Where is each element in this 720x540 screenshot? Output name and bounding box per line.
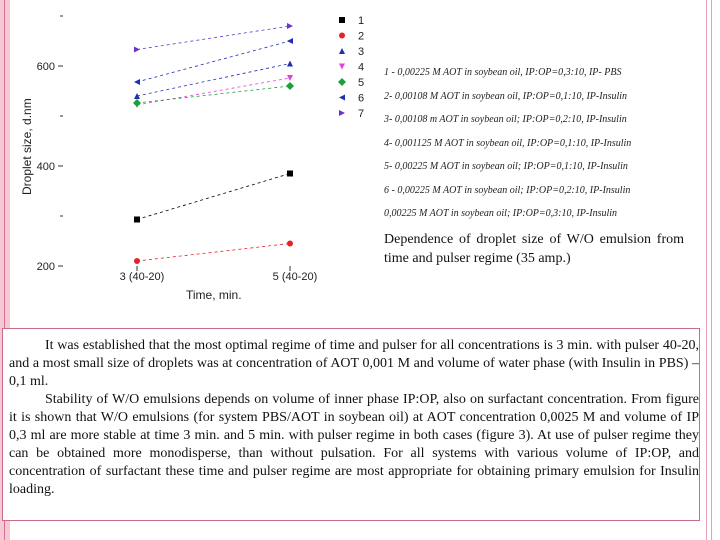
data-point (134, 258, 140, 264)
data-point (287, 241, 293, 247)
data-point (286, 82, 294, 90)
data-point (134, 79, 140, 85)
x-tick-label: 3 (40-20) (119, 271, 165, 283)
data-point (287, 171, 293, 177)
legend-marker (339, 95, 345, 101)
data-point (133, 99, 141, 107)
legend-label: 3 (358, 46, 365, 58)
legend-marker (339, 64, 345, 70)
series-description: 0,00225 M AOT in soybean oil; IP:OP=0,3:10, IP-Insulin (384, 208, 618, 219)
legend-label: 5 (358, 77, 365, 89)
legend-label: 1 (358, 15, 365, 27)
y-tick-label: 600 (36, 61, 55, 73)
series-description: 2- 0,00108 M AOT in soybean oil, IP:OP=0,1:10, IP-Insulin (384, 90, 628, 102)
y-tick-label: 400 (36, 161, 55, 173)
series-line (137, 41, 290, 82)
right-decor-line-2 (711, 0, 712, 540)
legend-label: 6 (358, 92, 365, 105)
body-paragraph: It was established that the most optimal regime of time and pulser for all concentrations is 3 min. with pulser 40-20, and a most small size of droplets was at concentration of AOT 0,001 M and volume of water phase (with Insulin in PBS) – 0,1 ml. (9, 338, 699, 389)
legend-marker (338, 78, 346, 86)
data-point (134, 93, 140, 99)
data-point (287, 61, 293, 67)
series-description: 6 - 0,00225 M AOT in soybean oil; IP:OP=0,2:10, IP-Insulin (384, 184, 631, 196)
legend-marker (339, 33, 345, 39)
series-3 (134, 61, 293, 100)
data-point (287, 23, 293, 29)
legend-label: 2 (358, 30, 365, 43)
data-point (287, 75, 293, 81)
body-text-box (2, 328, 700, 521)
chart-series (133, 23, 294, 264)
series-description: 3- 0,00108 m AOT in soybean oil; IP:OP=0,2:10, IP-Insulin (384, 114, 627, 125)
legend-marker (339, 48, 345, 54)
series-description: 1 - 0,00225 M AOT in soybean oil, IP:OP=0,3:10, IP- PBS (384, 67, 622, 78)
legend-marker (339, 17, 345, 23)
series-line (137, 64, 290, 97)
y-axis-label: Droplet size, d.nm (20, 98, 34, 195)
data-point (287, 38, 293, 44)
right-decor-line (706, 0, 707, 540)
legend-label: 7 (358, 108, 365, 120)
x-axis-label: Time, min. (186, 288, 242, 302)
figure-caption: Dependence of droplet size of W/O emulsion from time and pulser regime (35 amp.) (384, 232, 684, 266)
series-6 (134, 38, 293, 85)
legend-label: 4 (358, 61, 365, 74)
series-line (137, 86, 290, 103)
series-line (137, 174, 290, 220)
series-7 (134, 23, 293, 53)
chart-axes (37, 16, 318, 283)
series-line (137, 26, 290, 50)
series-1 (134, 171, 293, 223)
series-line (137, 244, 290, 262)
series-description-list (384, 66, 704, 231)
y-tick-label: 200 (36, 261, 55, 273)
series-description: 5- 0,00225 M AOT in soybean oil; IP:OP=0,1:10, IP-Insulin (384, 161, 628, 172)
x-tick-label: 5 (40-20) (272, 271, 318, 283)
body-paragraph: Stability of W/O emulsions depends on volume of inner phase IP:OP, also on surfactant concentration. From figure it is shown that W/O emulsions (for system PBS/AOT in soybean oil) at AOT concentration 0,0025 M and volume of IP 0,3 ml are more stable at time 3 min. and 5 min. with pulser regime in both cases (figure 3). At use of pulser regime they can be obtained more monodisperse, than without pulsation. For all systems with various volume of IP:OP, and concentration of surfactant these time and pulser regime are most appropriate for obtaining primary emulsion for Insulin loading. (9, 392, 699, 497)
series-2 (134, 241, 293, 265)
series-5 (133, 82, 294, 107)
droplet-size-chart (0, 0, 380, 310)
series-line (137, 78, 290, 105)
chart-legend (338, 15, 364, 120)
series-description: 4- 0,001125 M AOT in soybean oil, IP:OP=0,1:10, IP-Insulin (384, 137, 632, 149)
data-point (134, 47, 140, 53)
legend-marker (339, 110, 345, 116)
data-point (134, 217, 140, 223)
